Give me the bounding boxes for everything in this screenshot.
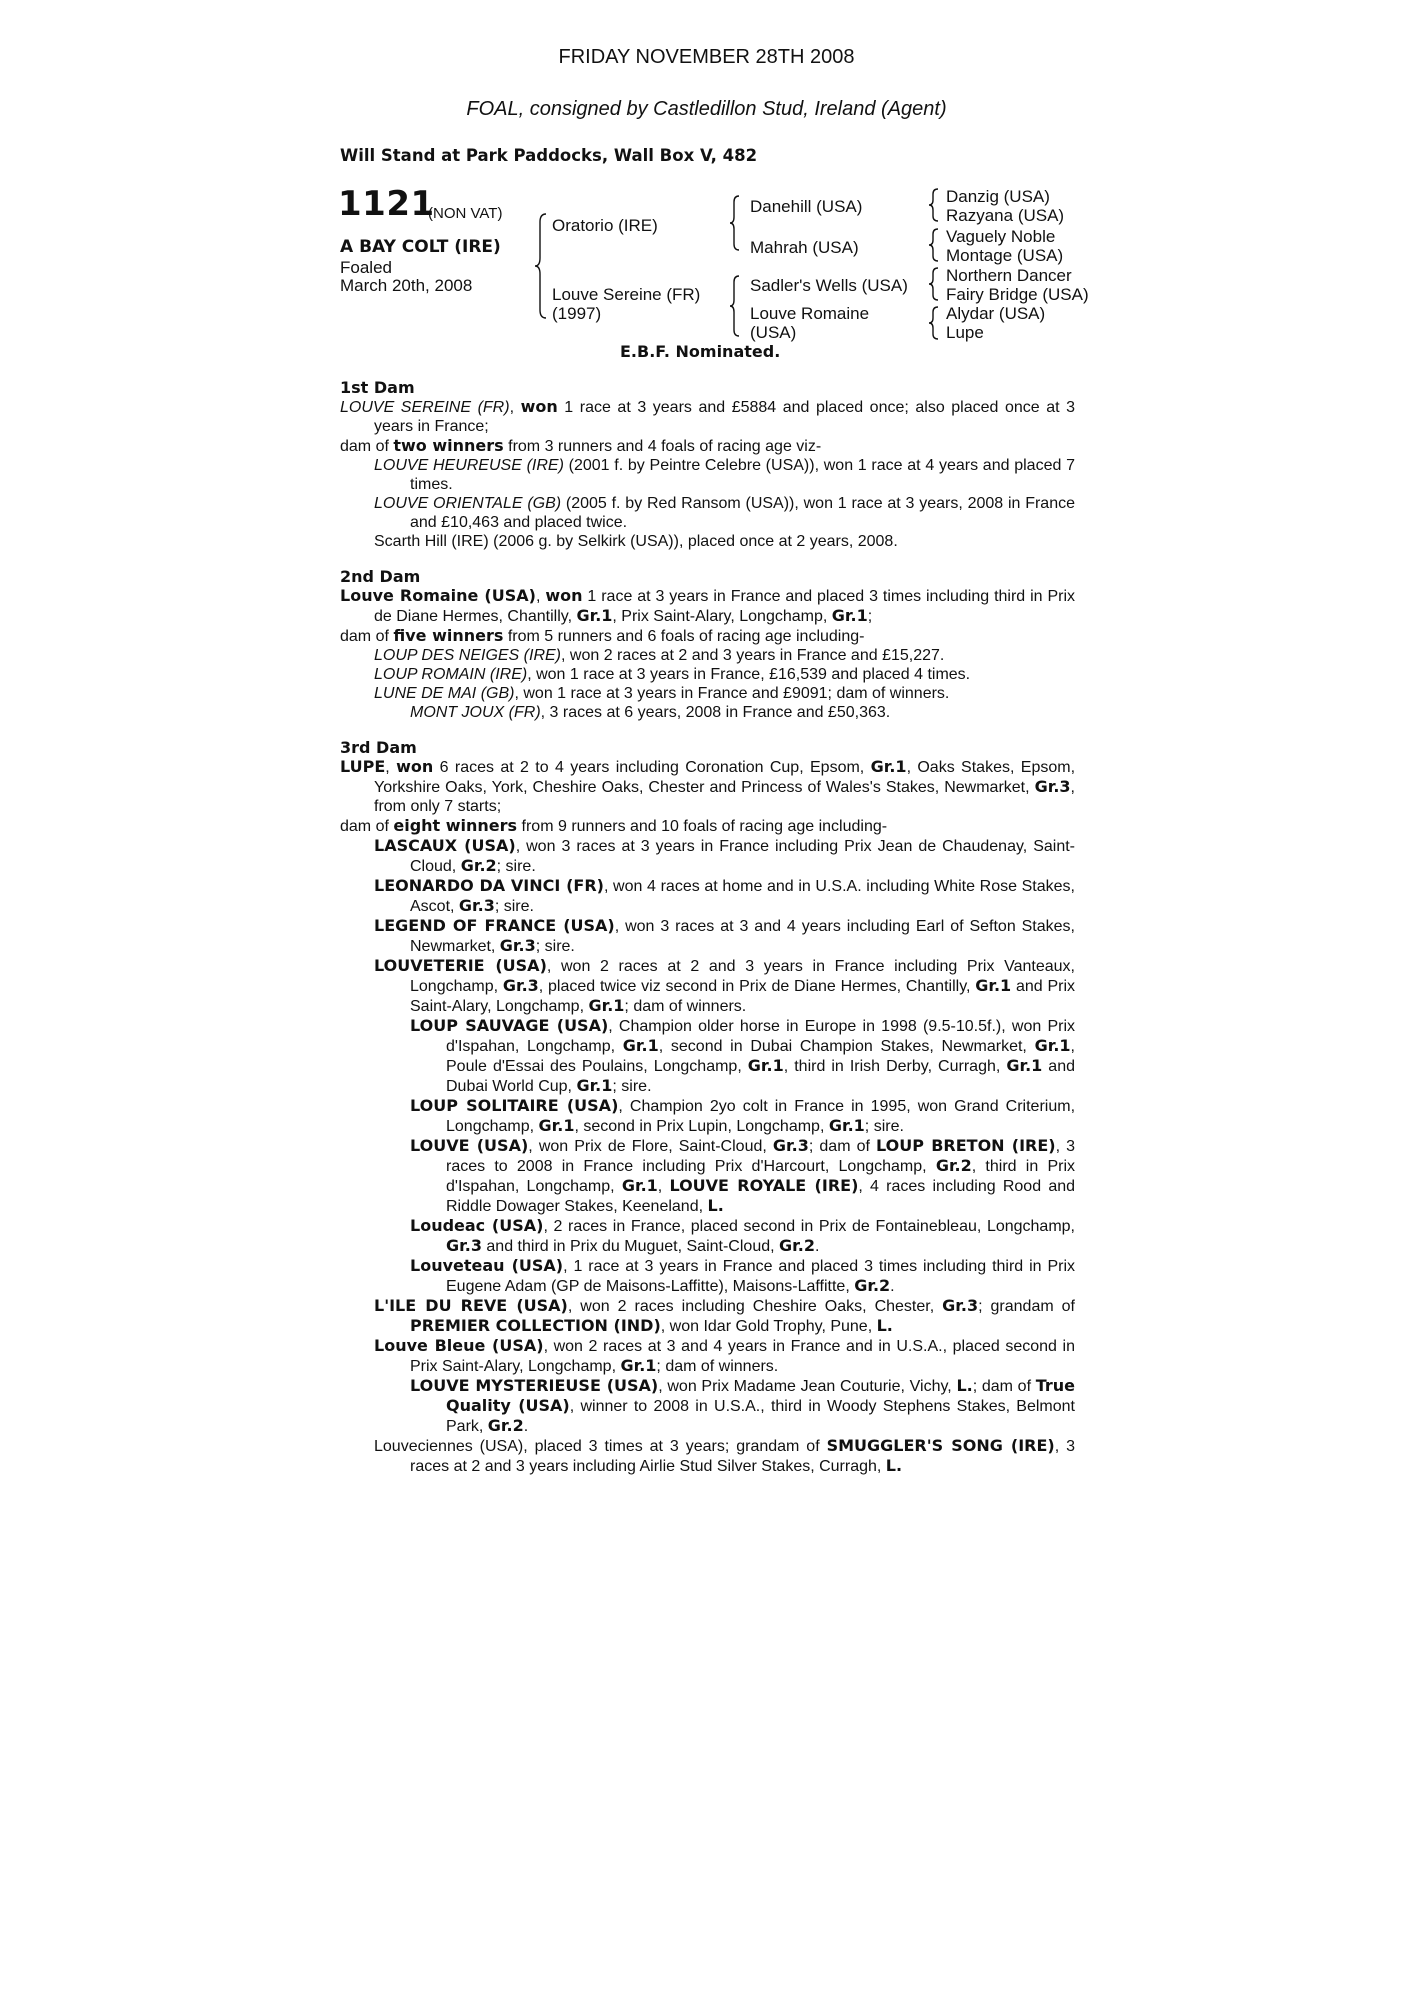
entry-paragraph — [340, 436, 1075, 456]
second-dam-heading: 2nd Dam — [340, 567, 421, 586]
bold-text: Gr.3 — [1034, 777, 1071, 796]
pedigree-dds: Alydar (USA) — [946, 304, 1046, 323]
bold-text: True Quality (USA) — [446, 1376, 1076, 1415]
entry-paragraph — [340, 1216, 1075, 1256]
bold-text: L. — [876, 1316, 893, 1335]
bold-text: Gr.3 — [446, 1236, 482, 1255]
pedigree-sire-dam: Mahrah (USA) — [750, 238, 859, 257]
text-run: (2001 f. by Peintre Celebre (USA)), won 1 race at 4 years and placed 7 times. — [410, 457, 1075, 493]
text-run: , — [509, 399, 521, 416]
bold-text: Gr.3 — [772, 1136, 809, 1155]
bold-text: won — [396, 757, 434, 776]
text-run: , second in Prix Lupin, Longchamp, — [574, 1118, 829, 1135]
text-run: Louveciennes (USA), placed 3 times at 3 years; grandam of — [374, 1438, 827, 1455]
text-run: , placed twice viz second in Prix de Diane Hermes, Chantilly, — [538, 978, 976, 995]
text-run: ; dam of — [808, 1138, 877, 1155]
bold-text: Gr.1 — [620, 1356, 657, 1375]
text-run: and Dubai World Cup, — [446, 1058, 1075, 1095]
text-run: dam of — [340, 628, 394, 645]
bold-text: LOUVE (USA) — [410, 1136, 529, 1155]
text-run: , — [657, 1178, 670, 1195]
foaled-date: March 20th, 2008 — [340, 276, 473, 295]
text-run: , Prix Saint-Alary, Longchamp, — [612, 608, 832, 625]
bold-text: LOUVE MYSTERIEUSE (USA) — [410, 1376, 659, 1395]
ebf-nomination: E.B.F. Nominated. — [620, 342, 781, 361]
text-run: , Oaks Stakes, Epsom, Yorkshire Oaks, York, Cheshire Oaks, Chester and Princess of Wales's Stakes, Newmarket, — [374, 759, 1076, 796]
pedigree-ssd: Razyana (USA) — [946, 206, 1065, 225]
text-run: ; grandam of — [978, 1298, 1076, 1315]
text-run: , 4 races including Rood and Riddle Dowager Stakes, Keeneland, — [446, 1178, 1076, 1215]
bold-text: Gr.3 — [942, 1296, 979, 1315]
entry-paragraph — [340, 1296, 1075, 1336]
bold-text: Gr.3 — [458, 896, 495, 915]
bold-text: Gr.1 — [828, 1116, 865, 1135]
entry-paragraph — [340, 586, 1075, 626]
second-dam-section — [340, 586, 1075, 722]
text-run: ; sire. — [864, 1118, 904, 1135]
bold-text: Gr.2 — [460, 856, 497, 875]
text-run: , 3 races at 2 and 3 years including Airlie Stud Silver Stakes, Curragh, — [410, 1438, 1076, 1475]
text-run: , second in Dubai Champion Stakes, Newmarket, — [658, 1038, 1035, 1055]
bold-text: SMUGGLER'S SONG (IRE) — [826, 1436, 1055, 1455]
bold-text: Louveteau (USA) — [410, 1256, 564, 1275]
bold-text: won — [520, 397, 558, 416]
pedigree-dam: Louve Sereine (FR) — [552, 285, 701, 304]
text-run: , third in Prix d'Ispahan, Longchamp, — [446, 1158, 1075, 1195]
bold-text: L. — [707, 1196, 724, 1215]
italic-text: MONT JOUX (FR) — [410, 704, 541, 721]
pedigree-brace-sire — [729, 194, 741, 252]
pedigree-ddd: Lupe — [946, 323, 984, 342]
bold-text: Gr.1 — [1034, 1036, 1071, 1055]
text-run: dam of — [340, 818, 394, 835]
text-run: ; sire. — [535, 938, 575, 955]
entry-paragraph — [340, 456, 1075, 494]
text-run: and Prix Saint-Alary, Longchamp, — [410, 978, 1075, 1015]
text-run: , won Prix de Flore, Saint-Cloud, — [528, 1138, 773, 1155]
first-dam-heading: 1st Dam — [340, 378, 415, 397]
text-run: . — [890, 1278, 895, 1295]
pedigree-brace-gen1 — [534, 212, 548, 320]
text-run: from 3 runners and 4 foals of racing age viz- — [503, 438, 822, 455]
bold-text: LASCAUX (USA) — [374, 836, 516, 855]
bold-text: Gr.3 — [502, 976, 539, 995]
bold-text: LEONARDO DA VINCI (FR) — [374, 876, 604, 895]
entry-paragraph — [340, 1136, 1075, 1216]
text-run: , won 3 races at 3 and 4 years including Earl of Sefton Stakes, Newmarket, — [410, 918, 1075, 955]
pedigree-sire: Oratorio (IRE) — [552, 216, 658, 235]
pedigree-brace-ss — [928, 187, 940, 223]
text-run: , Poule d'Essai des Poulains, Longchamp, — [446, 1038, 1075, 1075]
text-run: ; dam of winners. — [656, 1358, 779, 1375]
bold-text: Gr.2 — [779, 1236, 815, 1255]
bold-text: Gr.1 — [831, 606, 868, 625]
pedigree-brace-ds — [928, 266, 940, 302]
italic-text: LOUVE ORIENTALE (GB) — [374, 495, 562, 512]
bold-text: Gr.2 — [487, 1416, 524, 1435]
bold-text: LOUVETERIE (USA) — [374, 956, 547, 975]
bold-text: L. — [885, 1456, 903, 1475]
bold-text: Gr.1 — [1006, 1056, 1043, 1075]
bold-text: Gr.1 — [621, 1176, 658, 1195]
bold-text: Louve Bleue (USA) — [374, 1336, 544, 1355]
text-run: , 3 races at 6 years, 2008 in France and £50,363. — [540, 704, 891, 721]
bold-text: Gr.1 — [870, 757, 907, 776]
text-run: . — [814, 1238, 820, 1255]
text-run: from 9 runners and 10 foals of racing age including- — [517, 818, 888, 835]
text-run: , won 1 race at 3 years in France, £16,539 and placed 4 times. — [527, 666, 971, 683]
text-run: , won 2 races including Cheshire Oaks, Chester, — [567, 1298, 943, 1315]
text-run: ; sire. — [494, 898, 534, 915]
catalogue-body — [340, 378, 1075, 1476]
text-run: , Champion older horse in Europe in 1998 (9.5-10.5f.), won Prix d'Ispahan, Longchamp, — [446, 1018, 1075, 1055]
entry-paragraph — [340, 1436, 1075, 1476]
text-run: , winner to 2008 in U.S.A., third in Woody Stephens Stakes, Belmont Park, — [446, 1398, 1075, 1435]
bold-text: LOUP SOLITAIRE (USA) — [410, 1096, 619, 1115]
stand-location: Will Stand at Park Paddocks, Wall Box V, 482 — [340, 146, 758, 165]
text-run: , won Prix Madame Jean Couturie, Vichy, — [658, 1378, 957, 1395]
bold-text: L. — [956, 1376, 973, 1395]
pedigree-dam-dam: Louve Romaine — [750, 304, 870, 323]
text-run: , won 2 races at 2 and 3 years in France and £15,227. — [561, 647, 945, 664]
entry-paragraph — [340, 956, 1075, 1016]
text-run: ; dam of — [972, 1378, 1036, 1395]
text-run: ; dam of winners. — [624, 998, 747, 1015]
entry-paragraph — [340, 916, 1075, 956]
bold-text: five winners — [393, 626, 504, 645]
text-run: , — [385, 759, 397, 776]
bold-text: LEGEND OF FRANCE (USA) — [374, 916, 615, 935]
pedigree-brace-dd — [928, 305, 940, 341]
entry-paragraph — [340, 703, 1075, 722]
text-run: , won 1 race at 3 years in France and £9091; dam of winners. — [514, 685, 950, 702]
entry-paragraph — [340, 876, 1075, 916]
text-run: , third in Irish Derby, Curragh, — [783, 1058, 1007, 1075]
pedigree-dam-sire: Sadler's Wells (USA) — [750, 276, 908, 295]
text-run: , Champion 2yo colt in France in 1995, won Grand Criterium, Longchamp, — [446, 1098, 1076, 1135]
bold-text: Gr.1 — [747, 1056, 784, 1075]
text-run: 6 races at 2 to 4 years including Coronation Cup, Epsom, — [433, 759, 871, 776]
lot-number: 1121 — [338, 184, 435, 224]
text-run: (2005 f. by Red Ransom (USA)), won 1 race at 3 years, 2008 in France and £10,463 and placed twice. — [410, 495, 1076, 531]
pedigree-sdd: Montage (USA) — [946, 246, 1064, 265]
entry-paragraph — [340, 626, 1075, 646]
entry-paragraph — [340, 532, 1075, 551]
vat-status: (NON VAT) — [428, 205, 503, 222]
entry-paragraph — [340, 665, 1075, 684]
text-run: and third in Prix du Muguet, Saint-Cloud, — [481, 1238, 779, 1255]
text-run: from 5 runners and 6 foals of racing age including- — [503, 628, 865, 645]
text-run: 1 race at 3 years and £5884 and placed once; also placed once at 3 years in France; — [374, 399, 1076, 435]
foaled-label: Foaled — [340, 258, 392, 277]
text-run: , from only 7 starts; — [374, 779, 1075, 815]
bold-text: Gr.1 — [622, 1036, 659, 1055]
bold-text: L'ILE DU REVE (USA) — [374, 1296, 568, 1315]
pedigree-brace-sd — [928, 227, 940, 263]
bold-text: Gr.1 — [975, 976, 1012, 995]
entry-paragraph — [340, 494, 1075, 532]
bold-text: Gr.1 — [576, 1076, 613, 1095]
text-run: ; — [867, 608, 873, 625]
entry-paragraph — [340, 836, 1075, 876]
third-dam-section — [340, 757, 1075, 1476]
third-dam-heading: 3rd Dam — [340, 738, 417, 757]
bold-text: Louve Romaine (USA) — [340, 586, 536, 605]
bold-text: Gr.2 — [854, 1276, 891, 1295]
bold-text: Gr.1 — [538, 1116, 575, 1135]
lot-name: A BAY COLT (IRE) — [340, 237, 501, 257]
text-run: ; sire. — [496, 858, 536, 875]
bold-text: Gr.1 — [576, 606, 613, 625]
bold-text: won — [545, 586, 583, 605]
text-run: 1 race at 3 years in France and placed 3 times including third in Prix de Diane Hermes, Chantilly, — [374, 588, 1076, 625]
italic-text: LOUP DES NEIGES (IRE) — [374, 647, 561, 664]
entry-paragraph — [340, 684, 1075, 703]
text-run: , 3 races to 2008 in France including Prix d'Harcourt, Longchamp, — [446, 1138, 1076, 1175]
pedigree-dam-year: (1997) — [552, 304, 602, 323]
italic-text: LOUP ROMAIN (IRE) — [374, 666, 528, 683]
text-run: , won 4 races at home and in U.S.A. including White Rose Stakes, Ascot, — [410, 878, 1075, 915]
pedigree-sss: Danzig (USA) — [946, 187, 1050, 206]
bold-text: Gr.2 — [935, 1156, 972, 1175]
text-run: , 1 race at 3 years in France and placed 3 times including third in Prix Eugene Adam (GP de Maisons-Laffitte), Maisons-Laffitte, — [446, 1258, 1076, 1295]
first-dam-section — [340, 397, 1075, 551]
bold-text: LOUP SAUVAGE (USA) — [410, 1016, 609, 1035]
entry-paragraph — [340, 1016, 1075, 1096]
pedigree-dam-dam-suffix: (USA) — [750, 323, 797, 342]
text-run: , 2 races in France, placed second in Prix de Fontainebleau, Longchamp, — [543, 1218, 1076, 1235]
pedigree-dsd: Fairy Bridge (USA) — [946, 285, 1089, 304]
bold-text: Gr.3 — [499, 936, 536, 955]
text-run: , won 2 races at 2 and 3 years in France including Prix Vanteaux, Longchamp, — [410, 958, 1076, 995]
entry-paragraph — [340, 816, 1075, 836]
entry-paragraph — [340, 1376, 1075, 1436]
entry-paragraph — [340, 1096, 1075, 1136]
text-run: ; sire. — [612, 1078, 652, 1095]
sale-date: FRIDAY NOVEMBER 28TH 2008 — [558, 46, 855, 68]
bold-text: LOUP BRETON (IRE) — [876, 1136, 1056, 1155]
entry-paragraph — [340, 757, 1075, 816]
text-run: Scarth Hill (IRE) (2006 g. by Selkirk (USA)), placed once at 2 years, 2008. — [374, 533, 898, 550]
bold-text: LOUVE ROYALE (IRE) — [669, 1176, 859, 1195]
text-run: , won 2 races at 3 and 4 years in France and in U.S.A., placed second in Prix Saint-Alary, Longchamp, — [410, 1338, 1075, 1375]
text-run: , won 3 races at 3 years in France including Prix Jean de Chaudenay, Saint-Cloud, — [410, 838, 1076, 875]
pedigree-sire-sire: Danehill (USA) — [750, 197, 863, 216]
pedigree-dss: Northern Dancer — [946, 266, 1072, 285]
pedigree-brace-dam — [729, 274, 741, 338]
text-run: . — [523, 1418, 529, 1435]
entry-paragraph — [340, 397, 1075, 436]
entry-paragraph — [340, 1336, 1075, 1376]
pedigree-sds: Vaguely Noble — [946, 227, 1056, 246]
bold-text: two winners — [393, 436, 504, 455]
entry-paragraph — [340, 1256, 1075, 1296]
bold-text: Loudeac (USA) — [410, 1216, 544, 1235]
bold-text: PREMIER COLLECTION (IND) — [410, 1316, 661, 1335]
bold-text: LUPE — [340, 757, 386, 776]
entry-paragraph — [340, 646, 1075, 665]
text-run: , won Idar Gold Trophy, Pune, — [660, 1318, 877, 1335]
italic-text: LOUVE HEUREUSE (IRE) — [374, 457, 564, 474]
text-run: , — [535, 588, 546, 605]
italic-text: LOUVE SEREINE (FR) — [340, 399, 510, 416]
bold-text: eight winners — [393, 816, 518, 835]
consignment-line: FOAL, consigned by Castledillon Stud, Ireland (Agent) — [466, 98, 947, 120]
italic-text: LUNE DE MAI (GB) — [374, 685, 515, 702]
bold-text: Gr.1 — [588, 996, 625, 1015]
text-run: dam of — [340, 438, 394, 455]
